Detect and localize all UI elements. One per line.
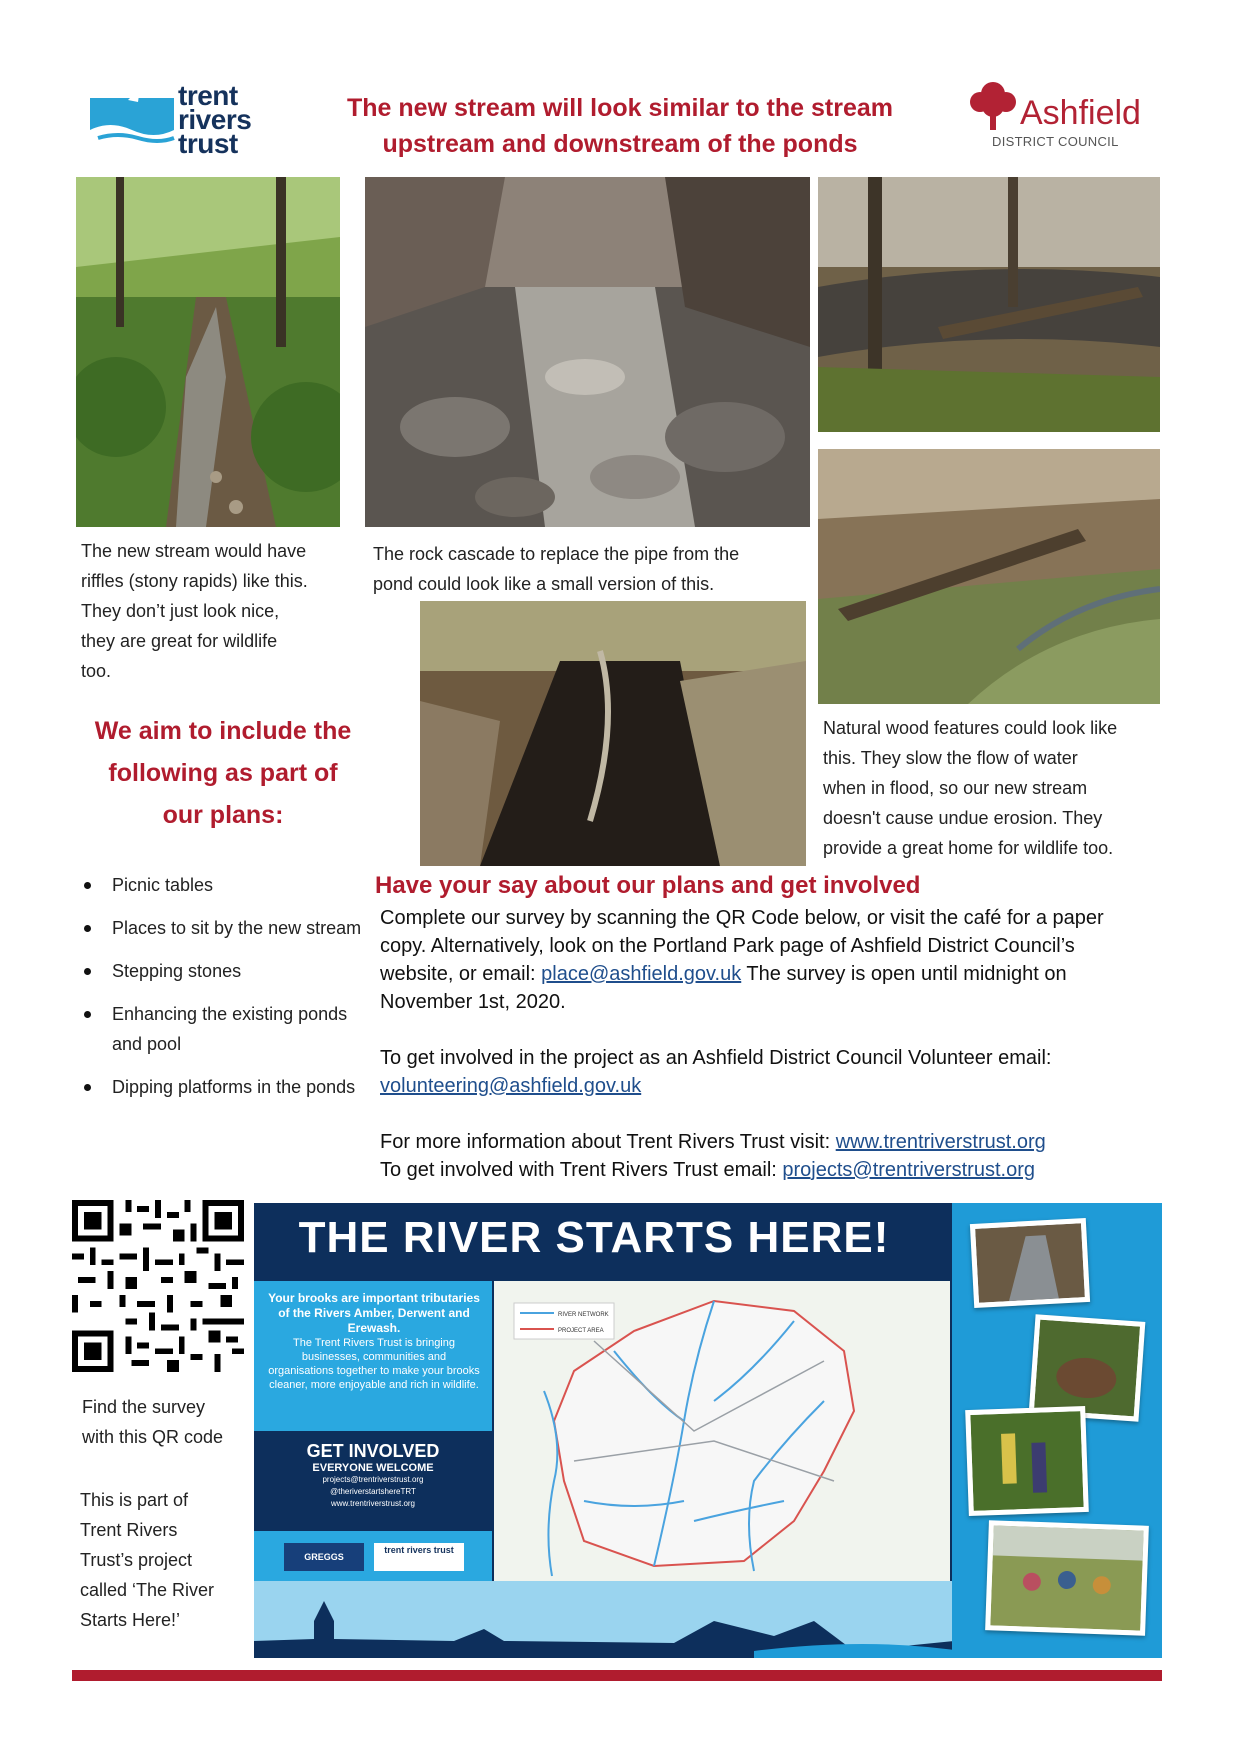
legend-project-area: PROJECT AREA: [558, 1328, 604, 1334]
banner-contact: @theriverstartshereTRT: [330, 1487, 416, 1496]
bullet-icon: [84, 925, 91, 932]
trt-website-link[interactable]: www.trentriverstrust.org: [835, 1131, 1046, 1153]
list-item: [76, 870, 376, 900]
volunteering-email-link[interactable]: volunteering@ashfield.gov.uk: [380, 1075, 642, 1097]
bullet-icon: [84, 1011, 91, 1018]
headline-line-1: The new stream will look similar to the stream: [347, 94, 893, 122]
rock-cascade-photo: [365, 177, 810, 527]
list-item-text: Picnic tables: [112, 875, 214, 895]
plans-list: [76, 870, 376, 1115]
place-email-link[interactable]: place@ashfield.gov.uk: [541, 963, 742, 985]
banner-photo-brook: [970, 1218, 1090, 1308]
logo-word-3: trust: [178, 128, 238, 159]
river-starts-here-banner: [254, 1203, 1162, 1658]
list-item: [76, 913, 376, 943]
banner-photo-water-vole: [1029, 1314, 1146, 1421]
greggs-logo: GREGGS: [284, 1543, 364, 1571]
aim-heading-line: We aim to include the: [94, 717, 352, 745]
caption-line: they are great for wildlife: [81, 631, 278, 651]
qr-caption-line: Find the survey: [82, 1397, 206, 1417]
survey-qr-code[interactable]: [72, 1200, 244, 1372]
trent-rivers-trust-logo: [88, 80, 268, 159]
aim-heading-line: following as part of: [108, 759, 338, 787]
get-involved-title: GET INVOLVED: [306, 1441, 440, 1461]
qr-code-icon: [72, 1200, 244, 1372]
ashfield-district-council-logo: [968, 78, 1148, 156]
volunteer-paragraph: [380, 1044, 1120, 1100]
ashfield-logo-sub: DISTRICT COUNCIL: [992, 134, 1119, 149]
caption-line: this. They slow the flow of water: [823, 748, 1078, 768]
banner-contact: www.trentriverstrust.org: [330, 1499, 416, 1508]
list-item-text: Stepping stones: [112, 961, 242, 981]
bullet-icon: [84, 882, 91, 889]
survey-paragraph: [380, 904, 1120, 1016]
banner-photo-column: [952, 1203, 1162, 1658]
page-headline: [300, 90, 940, 162]
project-note-line: Trust’s project: [80, 1550, 193, 1570]
trt-info-text: For more information about Trent Rivers Trust visit:: [380, 1131, 836, 1153]
banner-photo-group: [985, 1520, 1149, 1636]
banner-intro-bold: Your brooks are important tributaries of the Rivers Amber, Derwent and Erewash.: [268, 1291, 480, 1335]
ashfield-logo-name: Ashfield: [1020, 94, 1141, 132]
aim-heading: [78, 710, 368, 836]
caption-line: provide a great home for wildlife too.: [823, 838, 1114, 858]
cascade-caption: [373, 539, 793, 599]
natural-wood-photo: [818, 449, 1160, 704]
volunteer-text: To get involved in the project as an Ashfield District Council Volunteer email:: [380, 1047, 1052, 1069]
riffles-stream-photo: [76, 177, 340, 527]
caption-line: doesn't cause undue erosion. They: [823, 808, 1103, 828]
banner-intro: [268, 1291, 480, 1392]
get-involved-box: [254, 1431, 492, 1531]
banner-photo-volunteers: [965, 1406, 1089, 1516]
caption-line: The rock cascade to replace the pipe from the: [373, 544, 740, 564]
caption-line: when in flood, so our new stream: [823, 778, 1088, 798]
trt-projects-email-link[interactable]: projects@trentriverstrust.org: [782, 1159, 1035, 1181]
trt-logo-mark-icon: [88, 86, 176, 158]
project-note-line: called ‘The River: [80, 1580, 215, 1600]
headline-line-2: upstream and downstream of the ponds: [382, 130, 858, 158]
woodland-stream-photo: [818, 177, 1160, 432]
riffles-caption: [81, 536, 361, 686]
banner-info-panel: [254, 1281, 492, 1581]
banner-trt-logo: trent rivers trust: [374, 1543, 464, 1571]
oak-tree-icon: [968, 78, 1018, 134]
caption-line: They don’t just look nice,: [81, 601, 280, 621]
list-item-text: Dipping platforms in the ponds: [112, 1077, 356, 1097]
project-note-line: Trent Rivers: [80, 1520, 178, 1540]
legend-river-network: RIVER NETWORK: [558, 1312, 609, 1318]
list-item: [76, 1072, 376, 1102]
caption-line: too.: [81, 661, 112, 681]
project-note-line: Starts Here!’: [80, 1610, 181, 1630]
wood-caption: [823, 713, 1163, 863]
everyone-welcome: EVERYONE WELCOME: [312, 1462, 434, 1474]
banner-intro-text: The Trent Rivers Trust is bringing businesses, communities and organisations together to make your brooks cleaner, more enjoyable and rich in wildlife.: [268, 1337, 480, 1391]
list-item-text: Enhancing the existing ponds and pool: [112, 1004, 348, 1054]
footer-divider: [72, 1670, 1162, 1681]
survey-text: Complete our survey by scanning the QR Code below, or visit the café for a paper copy. Alternatively, look on the Portland Park page of Ashfield District Council’s website, or email:: [380, 907, 1104, 985]
have-your-say-heading: Have your say about our plans and get involved: [375, 872, 921, 899]
caption-line: pond could look like a small version of this.: [373, 574, 715, 594]
caption-line: The new stream would have: [81, 541, 307, 561]
project-note-line: This is part of: [80, 1490, 189, 1510]
aim-heading-line: our plans:: [162, 801, 284, 829]
qr-caption: [82, 1392, 262, 1452]
river-network-map: [494, 1281, 950, 1581]
banner-contact: projects@trentriverstrust.org: [322, 1475, 424, 1484]
logo-word-2: rivers: [178, 104, 252, 135]
list-item: [76, 956, 376, 986]
list-item: [76, 999, 376, 1059]
bullet-icon: [84, 1084, 91, 1091]
logo-word-1: trent: [178, 80, 238, 111]
trt-involved-text: To get involved with Trent Rivers Trust email:: [380, 1159, 783, 1181]
map-drawing: [494, 1281, 950, 1581]
trt-info-paragraph: [380, 1128, 1120, 1156]
caption-line: riffles (stony rapids) like this.: [81, 571, 308, 591]
have-your-say-body: [380, 904, 1120, 1184]
bullet-icon: [84, 968, 91, 975]
list-item-text: Places to sit by the new stream: [112, 918, 362, 938]
trt-involved-paragraph: [380, 1156, 1120, 1184]
caption-line: Natural wood features could look like: [823, 718, 1118, 738]
qr-caption-line: with this QR code: [82, 1427, 224, 1447]
banner-title: THE RIVER STARTS HERE!: [298, 1213, 890, 1262]
dark-pool-photo: [420, 601, 806, 866]
project-note: [80, 1485, 260, 1635]
survey-deadline-text: The survey is open until midnight on November 1st, 2020.: [380, 963, 1067, 1013]
